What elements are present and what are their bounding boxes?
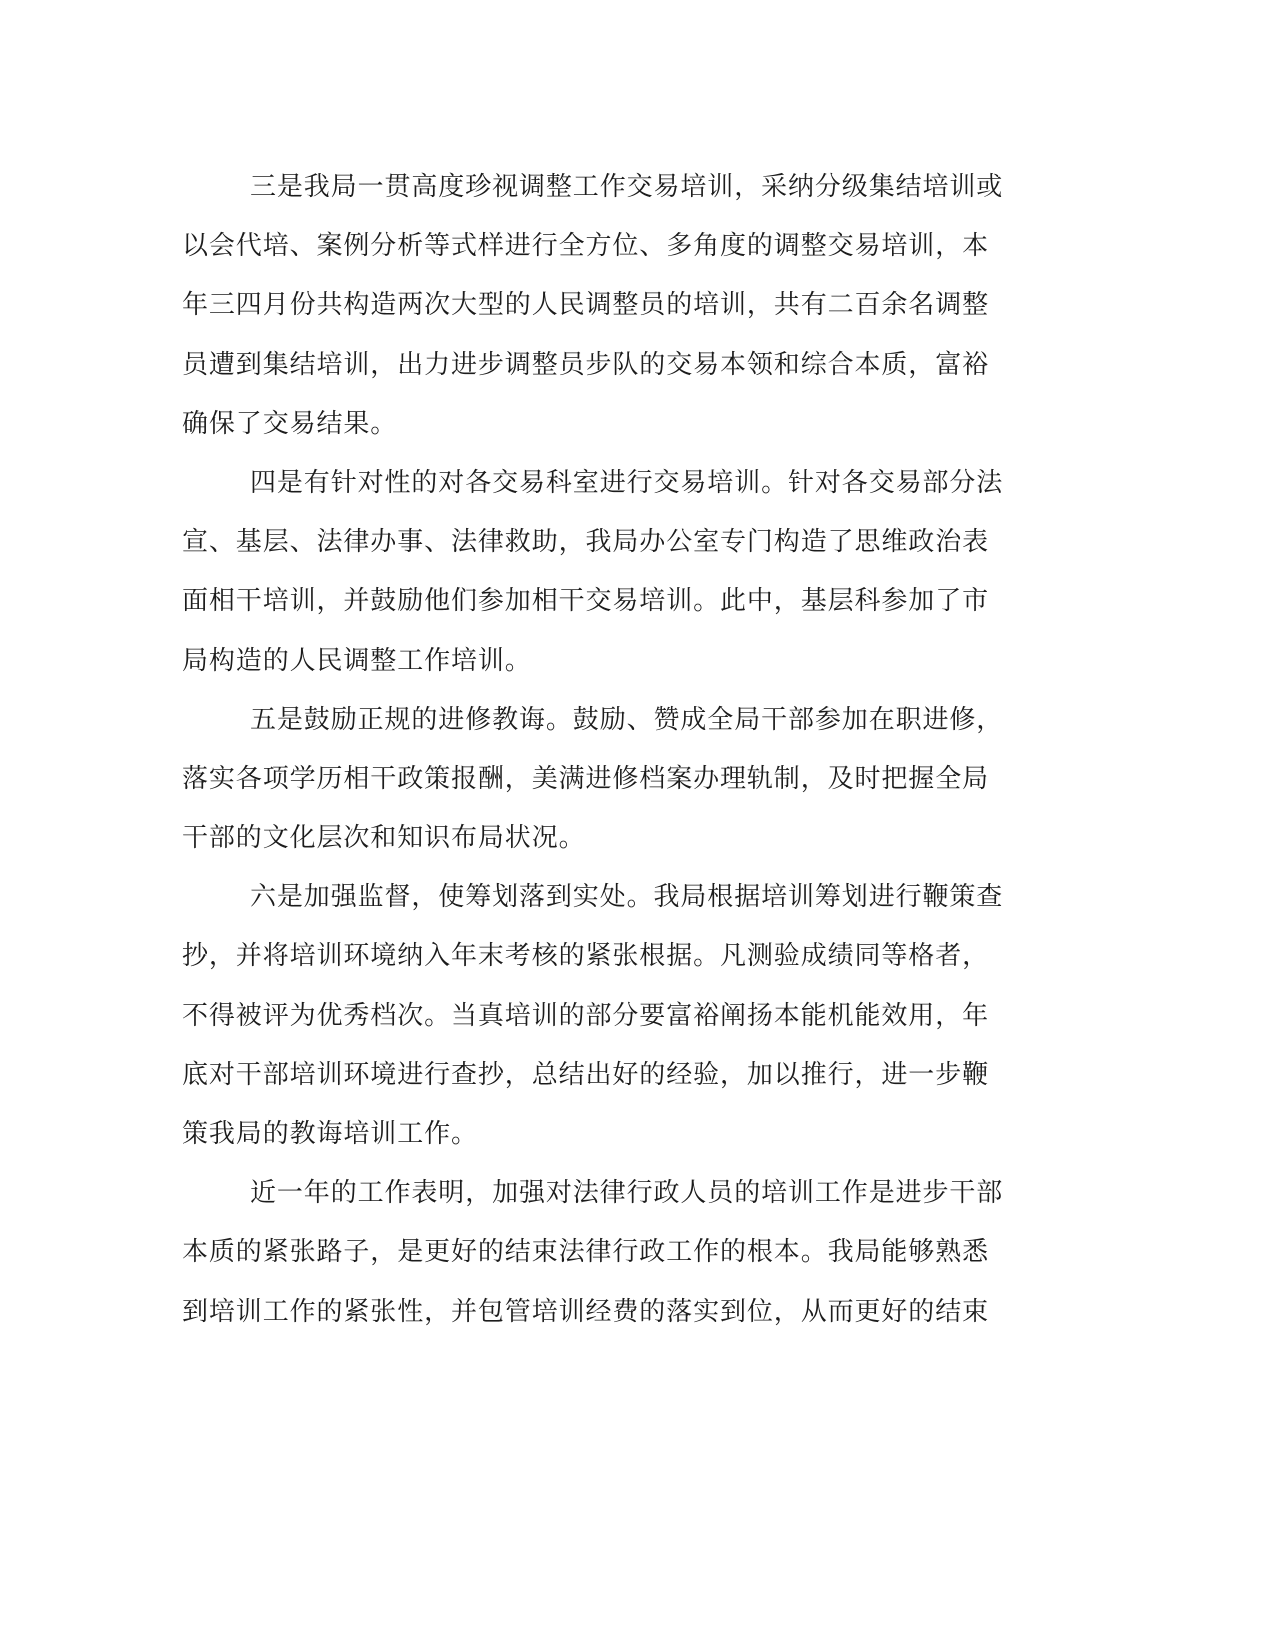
text-line: 面相干培训，并鼓励他们参加相干交易培训。此中，基层科参加了市 — [182, 586, 990, 617]
text-line: 六是加强监督，使筹划落到实处。我局根据培训筹划进行鞭策查 — [250, 882, 1004, 913]
paragraph-summary — [182, 1164, 1030, 1342]
text-line: 底对干部培训环境进行查抄，总结出好的经验，加以推行，进一步鞭 — [182, 1059, 990, 1090]
paragraph-department-training — [182, 454, 1030, 691]
text-line: 三是我局一贯高度珍视调整工作交易培训，采纳分级集结培训或 — [250, 172, 1004, 202]
text-line: 局构造的人民调整工作培训。 — [182, 645, 532, 676]
text-line: 本质的紧张路子，是更好的结束法律行政工作的根本。我局能够熟悉 — [182, 1237, 990, 1268]
text-line: 不得被评为优秀档次。当真培训的部分要富裕阐扬本能机能效用，年 — [182, 1000, 990, 1031]
text-line: 确保了交易结果。 — [182, 408, 398, 439]
text-line: 年三四月份共构造两次大型的人民调整员的培训，共有二百余名调整 — [182, 290, 990, 321]
paragraph-training-mediation — [182, 158, 1030, 454]
text-line: 干部的文化层次和知识布局状况。 — [182, 823, 586, 854]
text-line: 落实各项学历相干政策报酬，美满进修档案办理轨制，及时把握全局 — [182, 763, 990, 794]
text-line: 宣、基层、法律办事、法律救助，我局办公室专门构造了思维政治表 — [182, 527, 990, 558]
text-line: 以会代培、案例分析等式样进行全方位、多角度的调整交易培训，本 — [182, 231, 990, 262]
text-line: 四是有针对性的对各交易科室进行交易培训。针对各交易部分法 — [250, 467, 1004, 498]
paragraph-formal-education — [182, 691, 1030, 869]
text-line: 员遭到集结培训，出力进步调整员步队的交易本领和综合本质，富裕 — [182, 349, 990, 380]
text-line: 抄，并将培训环境纳入年末考核的紧张根据。凡测验成绩同等格者， — [182, 941, 990, 972]
text-line: 策我局的教诲培训工作。 — [182, 1119, 478, 1149]
paragraph-supervision — [182, 868, 1030, 1164]
text-line: 近一年的工作表明，加强对法律行政人员的培训工作是进步干部 — [250, 1178, 1004, 1209]
text-line: 到培训工作的紧张性，并包管培训经费的落实到位，从而更好的结束 — [182, 1296, 990, 1327]
text-line: 五是鼓励正规的进修教诲。鼓励、赞成全局干部参加在职进修， — [250, 704, 1004, 735]
document-body — [182, 158, 1030, 1342]
